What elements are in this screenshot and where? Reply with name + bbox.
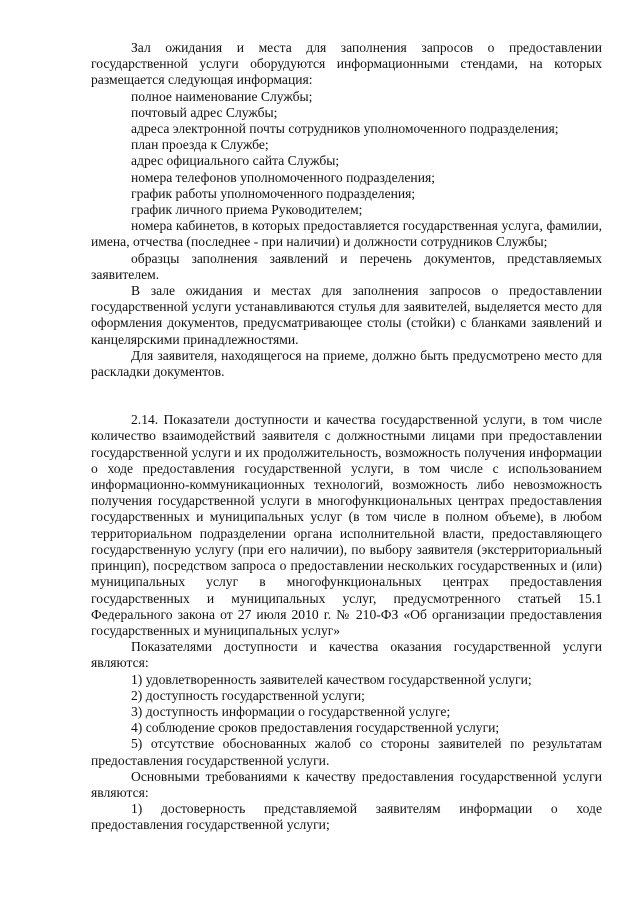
indicator-item: 1) удовлетворенность заявителей качеством государственной услуги; (131, 671, 532, 687)
info-list-item: почтовый адрес Службы; (131, 104, 278, 120)
indicators-intro: Показателями доступности и качества оказания государственной услуги являются: (91, 639, 602, 671)
indicator-item: 5) отсутствие обоснованных жалоб со стороны заявителей по результатам предоставления государственной услуги. (91, 736, 602, 768)
info-list-item: полное наименование Службы; (131, 88, 313, 104)
samples-item: образцы заполнения заявлений и перечень документов, представляемых заявителем. (91, 250, 602, 282)
info-list-item: график личного приема Руководителем; (131, 202, 363, 218)
indicator-item: 4) соблюдение сроков предоставления государственной услуги; (131, 720, 500, 736)
indicator-item: 2) доступность государственной услуги; (131, 687, 365, 703)
indicator-item: 3) доступность информации о государственной услуге; (131, 703, 451, 719)
requirement-item: 1) достоверность представляемой заявителям информации о ходе предоставления государственной услуги; (91, 801, 602, 833)
requirements-intro: Основными требованиями к качеству предоставления государственной услуги являются: (91, 768, 602, 800)
waiting-room-intro: Зал ожидания и места для заполнения запросов о предоставлении государственной услуги оборудуются информационными стендами, на которых размещается следующая информация: (91, 40, 602, 88)
section-2-14-paragraph: 2.14. Показатели доступности и качества государственной услуги, в том числе количество взаимодействий заявителя с должностными лицами при предоставлении государственной услуги и их продолжительность, возможность получения информации о ходе предоставления государственной услуги, в том числе с использованием информационно-коммуникационных технологий, возможность либо невозможность получения государственной услуги в многофункциональных центрах предоставления государственных и муниципальных услуг (в том числе в полном объеме), в любом территориальном подразделении органа исполнительной власти, предоставляющего государственную услугу (при его наличии), по выбору заявителя (экстерриториальный принцип), посредством запроса о предоставлении нескольких государственных и (или) муниципальных услуг в многофункциональных центрах предоставления государственных и муниципальных услуг, предусмотренного статьей 15.1 Федерального закона от 27 июля 2010 г. № 210-ФЗ «Об организации предоставления государственных и муниципальных услуг» (91, 412, 602, 638)
cabinet-numbers-item: номера кабинетов, в которых предоставляется государственная услуга, фамилии, имена, отчества (последнее - при наличии) и должности сотрудников Службы; (91, 218, 602, 250)
section-spacer (91, 380, 602, 412)
info-list-item: адреса электронной почты сотрудников уполномоченного подразделения; (131, 121, 559, 137)
document-page (91, 40, 602, 834)
chairs-paragraph: В зале ожидания и местах для заполнения запросов о предоставлении государственной услуги устанавливаются стулья для заявителей, выделяется место для оформления документов, предусматривающее столы (стойки) с бланками заявлений и канцелярскими принадлежностями. (91, 283, 602, 347)
info-list-item: адрес официального сайта Службы; (131, 153, 340, 169)
documents-place-paragraph: Для заявителя, находящегося на приеме, должно быть предусмотрено место для раскладки документов. (91, 347, 602, 380)
info-list-item: план проезда к Службе; (131, 137, 269, 153)
info-list-item: график работы уполномоченного подразделения; (131, 185, 416, 201)
info-list-item: номера телефонов уполномоченного подразделения; (131, 169, 436, 185)
